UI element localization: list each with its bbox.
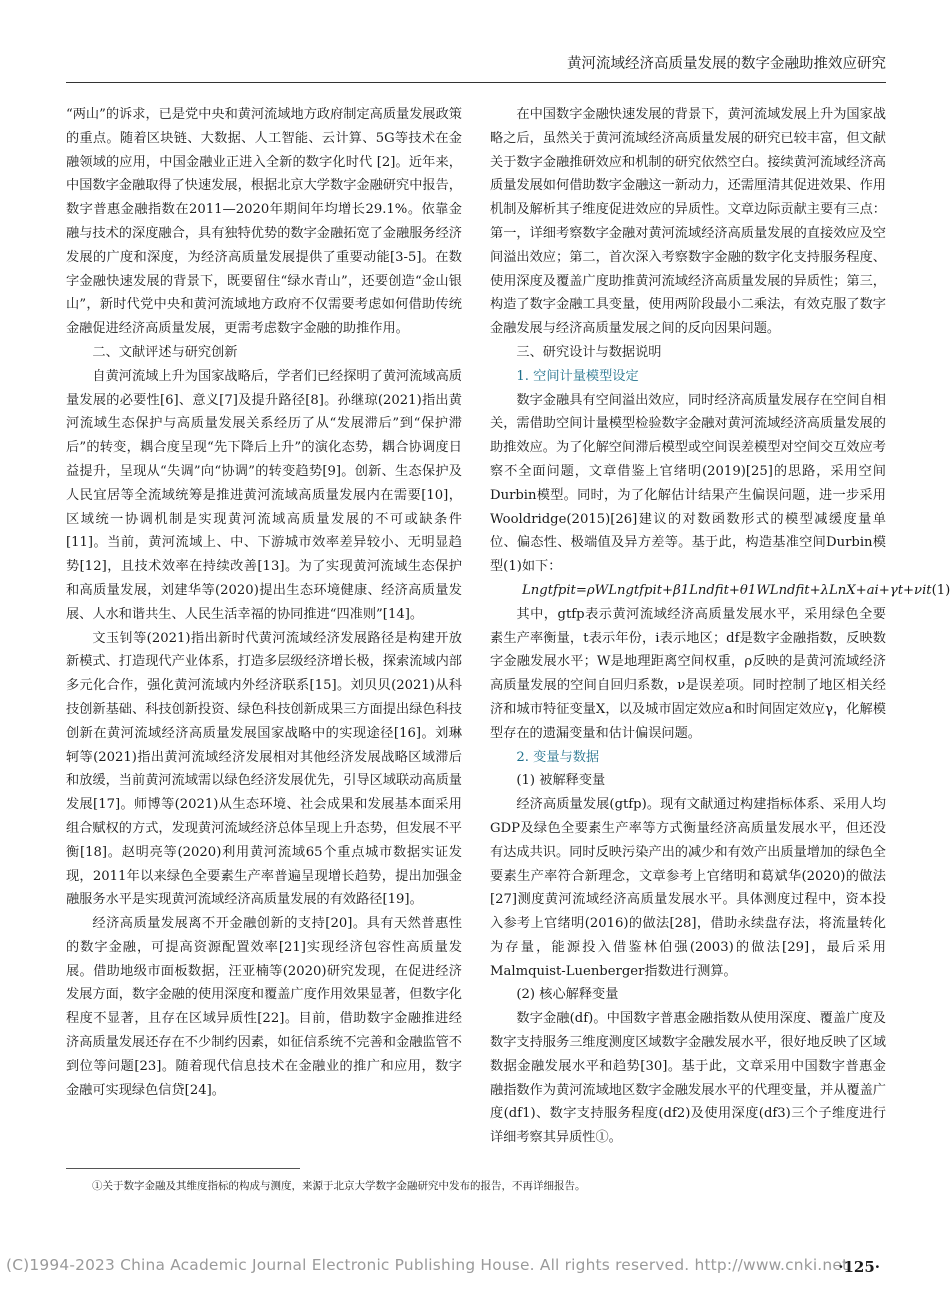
section-heading: 二、文献评述与研究创新: [92, 344, 238, 360]
right-column: [490, 103, 950, 1150]
section-heading: 三、研究设计与数据说明: [516, 344, 662, 360]
running-header-title: 黄河流域经济高质量发展的数字金融助推效应研究: [567, 56, 886, 72]
paragraph: 自黄河流域上升为国家战略后，学者们已经探明了黄河流域高质量发展的必要性[6]、意义[7]及提升路径[8]。孙继琼(2021)指出黄河流域生态保护与高质量发展关系经历了从“发展滞后”到“保护滞后”的转变，耦合度呈现“先下降后上升”的演化态势，耦合协调度日益提升，呈现从“失调”向“协调”的转变趋势[9]。创新、生态保护及人民宜居等全流域统筹是推进黄河流域高质量发展内在需要[10]，区域统一协调机制是实现黄河流域高质量发展的不可或缺条件[11]。当前，黄河流域上、中、下游城市效率差异较小、无明显趋势[12]，且技术效率在持续改善[13]。为了实现黄河流域生态保护和高质量发展，刘建华等(2020)提出生态环境健康、经济高质量发展、人水和谐共生、人民生活幸福的协同推进“四准则”[14]。: [66, 368, 462, 622]
footnote-rule: [66, 1168, 300, 1169]
paragraph: 数字金融具有空间溢出效应，同时经济高质量发展存在空间自相关，需借助空间计量模型检验数字金融对黄河流域经济高质量发展的助推效应。为了化解空间滞后模型或空间误差模型对空间交互效应考察不全面问题，文章借鉴上官绪明(2019)[25]的思路，采用空间Durbin模型。同时，为了化解估计结果产生偏误问题，进一步采用Wooldridge(2015)[26]建议的对数函数形式的模型减缓度量单位、偏态性、极端值及异方差等。基于此，构造基准空间Durbin模型(1)如下：: [490, 392, 886, 575]
subsubsection-heading: (1) 被解释变量: [516, 773, 606, 789]
paragraph: 数字金融(df)。中国数字普惠金融指数从使用深度、覆盖广度及数字支持服务三维度测度区域数字金融发展水平，很好地反映了区域数据金融发展水平和趋势[30]。基于此，文章采用中国数字普惠金融指数作为黄河流域地区数字金融发展水平的代理变量，并从覆盖广度(df1)、数字支持服务程度(df2)及使用深度(df3)三个子维度进行详细考察其异质性①。: [490, 1011, 886, 1146]
paragraph: 在中国数字金融快速发展的背景下，黄河流域发展上升为国家战略之后，虽然关于黄河流域经济高质量发展的研究已较丰富，但文献关于数字金融推研效应和机制的研究依然空白。接续黄河流域经济高质量发展如何借助数字金融这一新动力，还需厘清其促进效果、作用机制及解析其子维度促进效应的异质性。文章边际贡献主要有三点：第一，详细考察数字金融对黄河流域经济高质量发展的直接效应及空间溢出效应；第二，首次深入考察数字金融的数字化支持服务程度、使用深度及覆盖广度助推黄河流域经济高质量发展的异质性；第三，构造了数字金融工具变量，使用两阶段最小二乘法，有效克服了数字金融发展与经济高质量发展之间的反向因果问题。: [490, 107, 886, 337]
subsubsection-heading: (2) 核心解释变量: [516, 987, 619, 1003]
subsection-heading: 1. 空间计量模型设定: [516, 368, 639, 384]
footnote: ①关于数字金融及其维度指标的构成与测度，来源于北京大学数字金融研究中发布的报告，不再详细报告。: [92, 1180, 586, 1192]
subsection-heading: 2. 变量与数据: [516, 749, 600, 765]
equation: [490, 579, 950, 603]
header-rule: [66, 82, 886, 83]
paragraph: “两山”的诉求，已是党中央和黄河流域地方政府制定高质量发展政策的重点。随着区块链、大数据、人工智能、云计算、5G等技术在金融领域的应用，中国金融业正进入全新的数字化时代 [2]。近年来，中国数字金融取得了快速发展，根据北京大学数字金融研究中报告，数字普惠金融指数在2011—2020年期间年均增长29.1%。依靠金融与技术的深度融合，具有独特优势的数字金融拓宽了金融服务经济发展的广度和深度，为经济高质量发展提供了重要动能[3-5]。在数字金融快速发展的背景下，既要留住“绿水青山”，还要创造“金山银山”，新时代党中央和黄河流域地方政府不仅需要考虑如何借助传统金融促进经济高质量发展，更需考虑数字金融的助推作用。: [66, 107, 462, 337]
equation-formula: Lngtfpit=ρWLngtfpit+β1Lndfit+θ1WLndfit+λLnX+ai+γt+νit: [522, 582, 932, 598]
paragraph: 经济高质量发展离不开金融创新的支持[20]。具有天然普惠性的数字金融，可提高资源配置效率[21]实现经济包容性高质量发展。借助地级市面板数据，汪亚楠等(2020)研究发现，在促进经济发展方面，数字金融的使用深度和覆盖广度作用效果显著，但数字化程度不显著，且存在区域异质性[22]。目前，借助数字金融推进经济高质量发展还存在不少制约因素，如征信系统不完善和金融监管不到位等问题[23]。随着现代信息技术在金融业的推广和应用，数字金融可实现绿色信贷[24]。: [66, 916, 462, 1098]
equation-number: (1): [931, 582, 950, 598]
left-column: [66, 103, 462, 1102]
paragraph: 文玉钊等(2021)指出新时代黄河流域经济发展路径是构建开放新模式、打造现代产业体系，打造多层级经济增长极，探索流域内部多元化合作，强化黄河流域内外经济联系[15]。刘贝贝(2021)从科技创新基础、科技创新投资、绿色科技创新成果三方面提出绿色科技创新在黄河流域经济高质量发展国家战略中的实现途径[16]。刘琳轲等(2021)指出黄河流域经济发展相对其他经济发展战略区域滞后和放缓，当前黄河流域需以绿色经济发展优先，引导区域联动高质量发展[17]。师博等(2021)从生态环境、社会成果和发展基本面采用组合赋权的方式，发现黄河流域经济总体呈现上升态势，但发展不平衡[18]。赵明亮等(2020)利用黄河流域65个重点城市数据实证发现，2011年以来绿色全要素生产率普遍呈现增长趋势，提出加强金融服务水平是实现黄河流域经济高质量发展的有效路径[19]。: [66, 630, 462, 908]
paragraph: 其中，gtfp表示黄河流域经济高质量发展水平，采用绿色全要素生产率衡量，t表示年份，i表示地区；df是数字金融指数，反映数字金融发展水平；W是地理距离空间权重，ρ反映的是黄河流域经济高质量发展的空间自回归系数，ν是误差项。同时控制了地区相关经济和城市特征变量X，以及城市固定效应a和时间固定效应γ，化解模型存在的遗漏变量和估计偏误问题。: [490, 606, 886, 741]
page-number: ·125·: [838, 1258, 880, 1276]
paragraph: 经济高质量发展(gtfp)。现有文献通过构建指标体系、采用人均GDP及绿色全要素生产率等方式衡量经济高质量发展水平，但还没有达成共识。同时反映污染产出的减少和有效产出质量增加的绿色全要素生产率符合新理念，文章参考上官绪明和葛斌华(2020)的做法[27]测度黄河流域经济高质量发展水平。具体测度过程中，资本投入参考上官绪明(2016)的做法[28]，借助永续盘存法，将流量转化为存量，能源投入借鉴林伯强(2003)的做法[29]，最后采用Malmquist-Luenberger指数进行测算。: [490, 797, 886, 979]
copyright-watermark: (C)1994-2023 China Academic Journal Electronic Publishing House. All rights reserved. http://www.cnki.net: [6, 1256, 849, 1274]
